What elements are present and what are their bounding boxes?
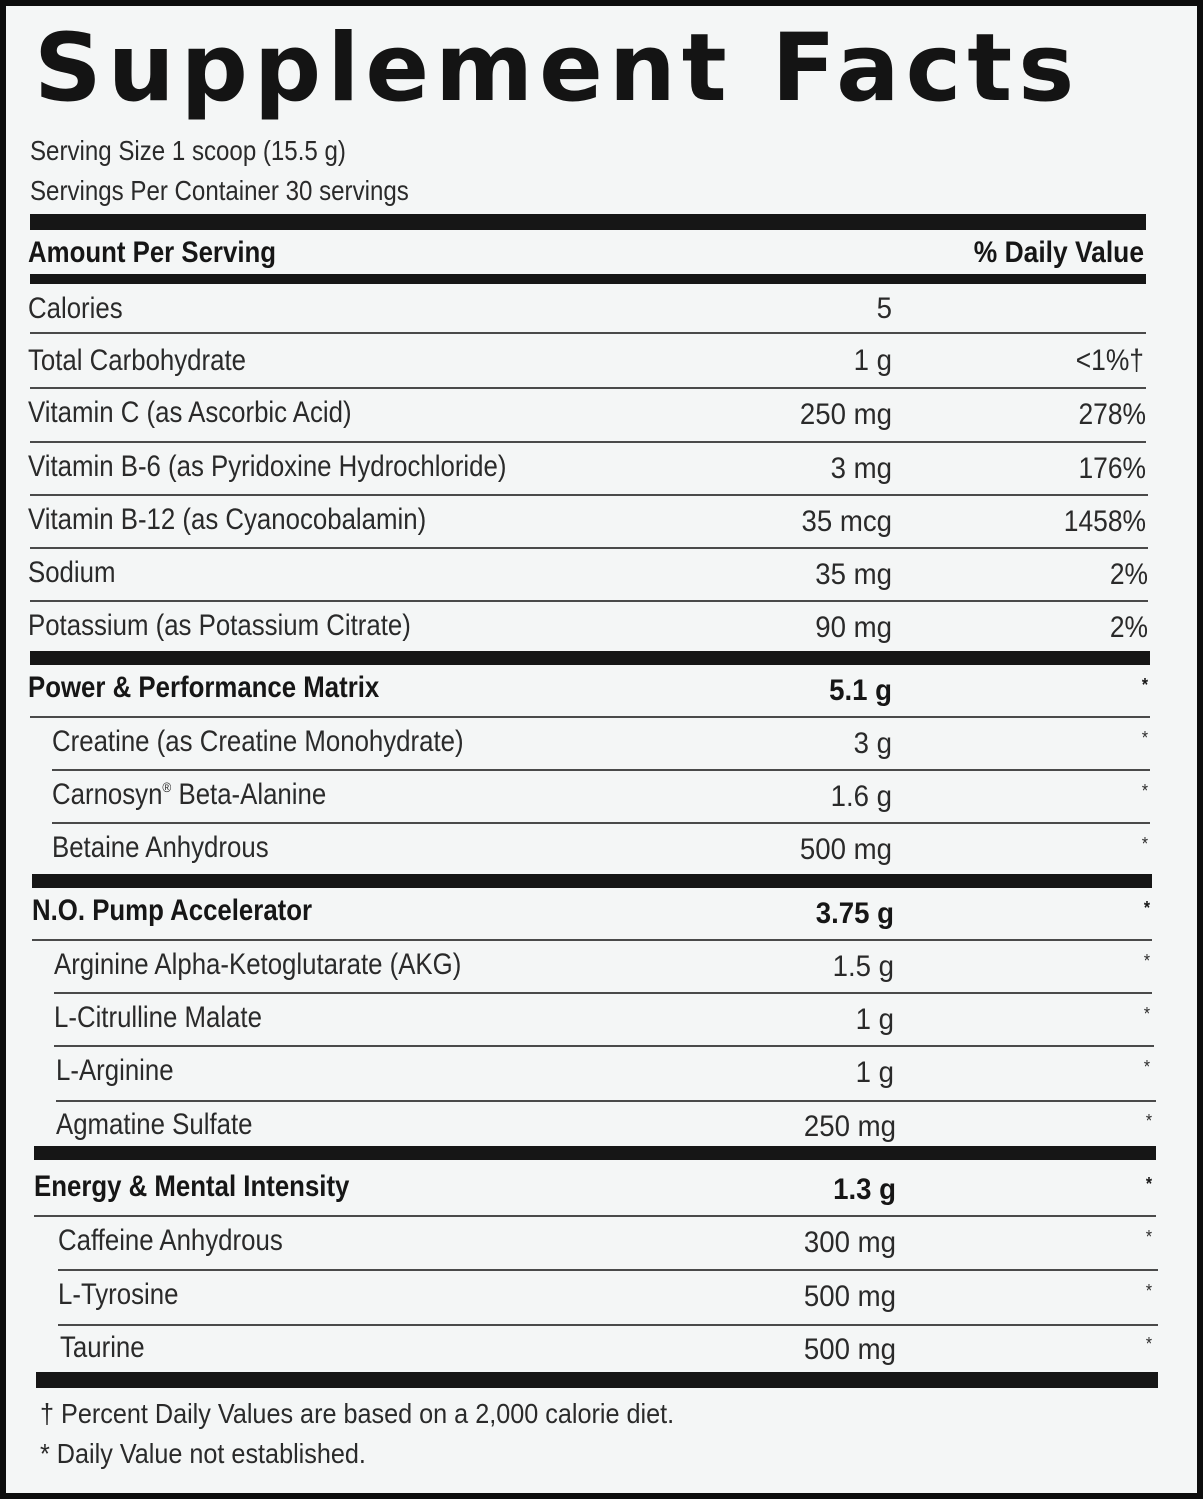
ingredient-amount: 500 mg: [799, 833, 892, 866]
nutrient-amount: 3 mg: [830, 452, 892, 485]
ingredient-amount: 300 mg: [803, 1226, 896, 1259]
ingredient-daily-value: *: [1143, 1004, 1150, 1024]
blend-daily-value: *: [1141, 675, 1148, 695]
row-divider: [30, 494, 1148, 496]
blend-name: Energy & Mental Intensity: [34, 1170, 350, 1203]
ingredient-amount: 3 g: [853, 727, 892, 760]
nutrient-name: Vitamin C (as Ascorbic Acid): [28, 396, 352, 429]
ingredient-name: Carnosyn® Beta-Alanine: [52, 778, 327, 811]
row-divider: [56, 1100, 1156, 1102]
nutrient-daily-value: 278%: [1078, 398, 1146, 431]
ingredient-name: Taurine: [60, 1331, 145, 1364]
nutrient-name: Vitamin B-12 (as Cyanocobalamin): [28, 503, 427, 536]
nutrient-name: Calories: [28, 292, 123, 325]
ingredient-amount: 1.6 g: [830, 780, 892, 813]
row-divider: [30, 600, 1148, 602]
nutrient-daily-value: <1%†: [1075, 344, 1144, 377]
row-divider: [54, 1045, 1154, 1047]
nutrient-name: Vitamin B-6 (as Pyridoxine Hydrochloride): [28, 450, 507, 483]
ingredient-daily-value: *: [1145, 1334, 1152, 1354]
ingredient-daily-value: *: [1145, 1111, 1152, 1131]
nutrient-name: Sodium: [28, 556, 116, 589]
ingredient-daily-value: *: [1143, 951, 1150, 971]
ingredient-daily-value: *: [1141, 834, 1148, 854]
ingredient-daily-value: *: [1145, 1281, 1152, 1301]
panel-title: Supplement Facts: [34, 14, 1081, 123]
row-divider: [52, 822, 1150, 824]
thick-divider-top: [30, 214, 1146, 230]
nutrient-amount: 35 mcg: [801, 505, 892, 538]
blend-daily-value: *: [1143, 898, 1150, 918]
thick-divider-bottom: [36, 1372, 1158, 1388]
daily-value-header: % Daily Value: [973, 236, 1144, 269]
thick-divider-blend-1: [30, 651, 1150, 665]
nutrient-amount: 90 mg: [815, 611, 892, 644]
nutrient-amount: 35 mg: [815, 558, 892, 591]
amount-per-serving-header: Amount Per Serving: [28, 236, 277, 269]
thick-divider-blend-2: [32, 874, 1152, 888]
blend-amount: 1.3 g: [833, 1173, 896, 1206]
ingredient-daily-value: *: [1145, 1227, 1152, 1247]
row-divider: [32, 939, 1152, 941]
ingredient-name: Arginine Alpha-Ketoglutarate (AKG): [54, 948, 462, 981]
row-divider: [52, 769, 1150, 771]
nutrient-amount: 5: [876, 292, 892, 325]
blend-amount: 5.1 g: [829, 674, 892, 707]
nutrient-amount: 1 g: [853, 344, 892, 377]
row-divider: [30, 441, 1146, 443]
blend-name: Power & Performance Matrix: [28, 671, 380, 704]
ingredient-amount: 250 mg: [803, 1110, 896, 1143]
ingredient-name: Agmatine Sulfate: [56, 1108, 253, 1141]
blend-daily-value: *: [1145, 1174, 1152, 1194]
nutrient-daily-value: 2%: [1109, 558, 1148, 591]
ingredient-daily-value: *: [1141, 728, 1148, 748]
nutrient-daily-value: 2%: [1109, 611, 1148, 644]
blend-name: N.O. Pump Accelerator: [32, 894, 313, 927]
row-divider: [30, 387, 1146, 389]
footnote-star: * Daily Value not established.: [40, 1438, 366, 1469]
thick-divider-blend-3: [34, 1146, 1156, 1160]
row-divider: [34, 1215, 1156, 1217]
row-divider: [54, 992, 1152, 994]
ingredient-name: L-Tyrosine: [58, 1278, 179, 1311]
row-divider: [30, 332, 1146, 334]
ingredient-name: L-Arginine: [56, 1054, 174, 1087]
nutrient-daily-value: 1458%: [1063, 505, 1146, 538]
footnote-dagger: † Percent Daily Values are based on a 2,000 calorie diet.: [40, 1398, 675, 1429]
header-divider: [30, 274, 1146, 284]
blend-amount: 3.75 g: [815, 897, 894, 930]
row-divider: [58, 1269, 1158, 1271]
nutrient-name: Potassium (as Potassium Citrate): [28, 609, 411, 642]
serving-size: Serving Size 1 scoop (15.5 g): [30, 135, 346, 166]
row-divider: [30, 716, 1150, 718]
ingredient-amount: 1 g: [855, 1056, 894, 1089]
ingredient-amount: 1.5 g: [832, 950, 894, 983]
registered-mark: ®: [162, 779, 172, 795]
nutrient-amount: 250 mg: [799, 398, 892, 431]
nutrient-daily-value: 176%: [1078, 452, 1146, 485]
ingredient-name: Creatine (as Creatine Monohydrate): [52, 725, 464, 758]
ingredient-amount: 1 g: [855, 1003, 894, 1036]
ingredient-daily-value: *: [1141, 781, 1148, 801]
ingredient-amount: 500 mg: [803, 1280, 896, 1313]
ingredient-amount: 500 mg: [803, 1333, 896, 1366]
ingredient-daily-value: *: [1143, 1057, 1150, 1077]
ingredient-name: Caffeine Anhydrous: [58, 1224, 283, 1257]
supplement-facts-panel: [6, 6, 1197, 1493]
row-divider: [30, 547, 1148, 549]
ingredient-name: Betaine Anhydrous: [52, 831, 269, 864]
ingredient-name: L-Citrulline Malate: [54, 1001, 262, 1034]
nutrient-name: Total Carbohydrate: [28, 344, 246, 377]
servings-per-container: Servings Per Container 30 servings: [30, 175, 409, 206]
row-divider: [58, 1324, 1158, 1326]
